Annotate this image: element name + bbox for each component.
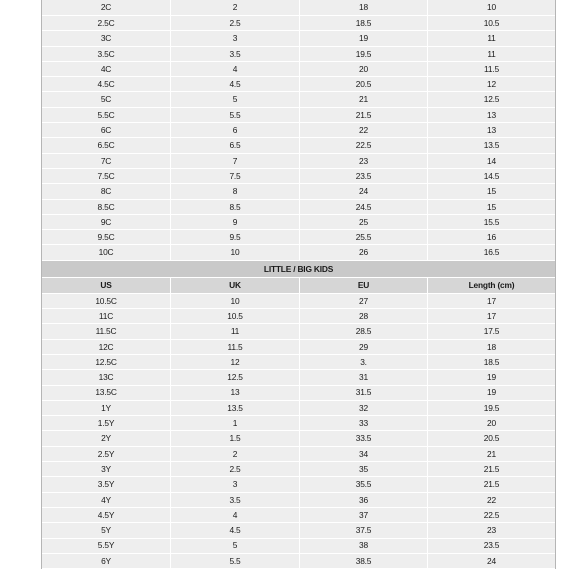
cell-length: 13.5 (483, 140, 500, 151)
cell-us: 12.5C (42, 355, 171, 369)
cell-length: 19 (487, 387, 496, 398)
cell-length: 19 (487, 372, 496, 383)
cell-eu: 34 (300, 447, 428, 461)
cell-us: 2Y (42, 431, 171, 445)
cell-us: 2.5Y (42, 447, 171, 461)
table-row (42, 462, 555, 477)
cell-length: 21.5 (483, 479, 500, 490)
cell-uk: 5.5 (171, 554, 300, 568)
table-row (42, 294, 555, 309)
cell-uk: 5.5 (171, 108, 300, 122)
table-row (42, 230, 555, 245)
cell-uk: 1.5 (171, 431, 300, 445)
cell-length: 15 (487, 201, 496, 212)
table-row (42, 401, 555, 416)
cell-length: 21 (487, 448, 496, 459)
cell-us: 9C (42, 215, 171, 229)
cell-eu: 21 (300, 92, 428, 106)
cell-eu: 38.5 (300, 554, 428, 568)
table-row (42, 154, 555, 169)
cell-length: 14 (487, 155, 496, 166)
cell-eu: 31.5 (300, 386, 428, 400)
table-row (42, 169, 555, 184)
cell-us: 6C (42, 123, 171, 137)
cell-eu: 36 (300, 493, 428, 507)
cell-us: 9.5C (42, 230, 171, 244)
cell-us: 7.5C (42, 169, 171, 183)
header-length: Length (cm) (468, 280, 515, 291)
cell-eu: 38 (300, 539, 428, 553)
cell-length: 15.5 (483, 216, 500, 227)
cell-eu: 3. (300, 355, 428, 369)
table-row (42, 539, 555, 554)
cell-eu: 31 (300, 370, 428, 384)
cell-us: 13C (42, 370, 171, 384)
table-row (42, 508, 555, 523)
table-row (42, 477, 555, 492)
cell-us: 3.5C (42, 47, 171, 61)
cell-eu: 35.5 (300, 477, 428, 491)
size-chart-table (41, 0, 556, 569)
table-row (42, 386, 555, 401)
column-header-row (42, 278, 555, 294)
cell-us: 6Y (42, 554, 171, 568)
cell-us: 11C (42, 309, 171, 323)
cell-eu: 37 (300, 508, 428, 522)
cell-length: 16.5 (483, 247, 500, 258)
cell-uk: 3 (171, 477, 300, 491)
table-row (42, 431, 555, 446)
cell-uk: 5 (171, 92, 300, 106)
cell-us: 4.5Y (42, 508, 171, 522)
cell-uk: 3.5 (171, 47, 300, 61)
cell-uk: 2.5 (171, 462, 300, 476)
cell-eu: 35 (300, 462, 428, 476)
cell-uk: 4.5 (171, 77, 300, 91)
cell-eu: 24.5 (300, 200, 428, 214)
cell-length: 12.5 (483, 94, 500, 105)
kids-size-rows (42, 294, 555, 569)
cell-us: 5.5C (42, 108, 171, 122)
table-row (42, 0, 555, 16)
cell-eu: 29 (300, 340, 428, 354)
table-row (42, 245, 555, 260)
cell-uk: 12 (171, 355, 300, 369)
cell-length: 13 (487, 125, 496, 136)
cell-uk: 10 (171, 245, 300, 259)
cell-us: 6.5C (42, 138, 171, 152)
cell-eu: 21.5 (300, 108, 428, 122)
table-row (42, 138, 555, 153)
table-row (42, 62, 555, 77)
cell-uk: 7.5 (171, 169, 300, 183)
cell-length: 24 (487, 555, 496, 566)
cell-eu: 37.5 (300, 523, 428, 537)
cell-length: 17.5 (483, 326, 500, 337)
cell-us: 10.5C (42, 294, 171, 308)
table-row (42, 108, 555, 123)
cell-eu: 28 (300, 309, 428, 323)
cell-eu: 26 (300, 245, 428, 259)
cell-uk: 9.5 (171, 230, 300, 244)
cell-uk: 6 (171, 123, 300, 137)
cell-eu: 19 (300, 31, 428, 45)
cell-uk: 4 (171, 508, 300, 522)
table-row (42, 123, 555, 138)
cell-us: 3Y (42, 462, 171, 476)
cell-us: 13.5C (42, 386, 171, 400)
table-row (42, 355, 555, 370)
cell-uk: 8.5 (171, 200, 300, 214)
table-row (42, 416, 555, 431)
cell-uk: 5 (171, 539, 300, 553)
cell-uk: 3 (171, 31, 300, 45)
cell-uk: 3.5 (171, 493, 300, 507)
cell-length: 18 (487, 341, 496, 352)
cell-us: 12C (42, 340, 171, 354)
header-eu: EU (300, 278, 428, 293)
cell-length: 20 (487, 418, 496, 429)
cell-length: 17 (487, 310, 496, 321)
cell-length: 11 (487, 48, 496, 59)
table-row (42, 92, 555, 107)
cell-uk: 6.5 (171, 138, 300, 152)
cell-eu: 23 (300, 154, 428, 168)
header-uk: UK (171, 278, 300, 293)
table-row (42, 31, 555, 46)
cell-us: 7C (42, 154, 171, 168)
cell-uk: 2 (171, 447, 300, 461)
cell-length: 13 (487, 109, 496, 120)
table-row (42, 370, 555, 385)
cell-uk: 12.5 (171, 370, 300, 384)
cell-uk: 1 (171, 416, 300, 430)
cell-eu: 18 (300, 0, 428, 15)
cell-us: 1Y (42, 401, 171, 415)
cell-length: 21.5 (483, 463, 500, 474)
cell-eu: 32 (300, 401, 428, 415)
cell-eu: 33.5 (300, 431, 428, 445)
cell-us: 5.5Y (42, 539, 171, 553)
cell-eu: 19.5 (300, 47, 428, 61)
cell-us: 8.5C (42, 200, 171, 214)
cell-us: 2.5C (42, 16, 171, 30)
cell-us: 4.5C (42, 77, 171, 91)
cell-length: 12 (487, 79, 496, 90)
table-row (42, 493, 555, 508)
cell-length: 23.5 (483, 540, 500, 551)
cell-us: 10C (42, 245, 171, 259)
cell-us: 4Y (42, 493, 171, 507)
table-row (42, 77, 555, 92)
cell-uk: 8 (171, 184, 300, 198)
cell-uk: 10 (171, 294, 300, 308)
cell-us: 5Y (42, 523, 171, 537)
cell-eu: 33 (300, 416, 428, 430)
cell-length: 18.5 (483, 356, 500, 367)
cell-length: 15 (487, 186, 496, 197)
cell-uk: 4.5 (171, 523, 300, 537)
cell-uk: 13.5 (171, 401, 300, 415)
cell-eu: 20.5 (300, 77, 428, 91)
cell-length: 22.5 (483, 509, 500, 520)
cell-uk: 13 (171, 386, 300, 400)
cell-uk: 2 (171, 0, 300, 15)
cell-length: 10.5 (483, 17, 500, 28)
table-row (42, 200, 555, 215)
cell-us: 2C (42, 0, 171, 15)
cell-eu: 22 (300, 123, 428, 137)
cell-length: 16 (487, 232, 496, 243)
section-title: LITTLE / BIG KIDS (42, 261, 555, 278)
cell-us: 5C (42, 92, 171, 106)
cell-eu: 25.5 (300, 230, 428, 244)
cell-eu: 20 (300, 62, 428, 76)
cell-eu: 28.5 (300, 324, 428, 338)
cell-length: 22 (487, 494, 496, 505)
cell-eu: 22.5 (300, 138, 428, 152)
cell-us: 3.5Y (42, 477, 171, 491)
cell-eu: 24 (300, 184, 428, 198)
cell-uk: 9 (171, 215, 300, 229)
cell-length: 20.5 (483, 433, 500, 444)
cell-us: 11.5C (42, 324, 171, 338)
cell-uk: 11 (171, 324, 300, 338)
table-row (42, 447, 555, 462)
table-row (42, 554, 555, 569)
table-row (42, 184, 555, 199)
cell-length: 23 (487, 525, 496, 536)
cell-uk: 4 (171, 62, 300, 76)
cell-uk: 7 (171, 154, 300, 168)
table-row (42, 16, 555, 31)
table-row (42, 324, 555, 339)
cell-us: 8C (42, 184, 171, 198)
cell-uk: 11.5 (171, 340, 300, 354)
cell-length: 11 (487, 33, 496, 44)
cell-length: 19.5 (483, 402, 500, 413)
cell-length: 17 (487, 295, 496, 306)
table-row (42, 523, 555, 538)
cell-eu: 25 (300, 215, 428, 229)
cell-us: 1.5Y (42, 416, 171, 430)
cell-uk: 10.5 (171, 309, 300, 323)
table-row (42, 215, 555, 230)
table-row (42, 340, 555, 355)
cell-eu: 23.5 (300, 169, 428, 183)
cell-length: 11.5 (484, 63, 499, 74)
table-row (42, 309, 555, 324)
cell-eu: 18.5 (300, 16, 428, 30)
header-us: US (42, 278, 171, 293)
cell-uk: 2.5 (171, 16, 300, 30)
cell-eu: 27 (300, 294, 428, 308)
toddler-size-rows (42, 0, 555, 261)
table-row (42, 47, 555, 62)
cell-length: 10 (487, 2, 496, 13)
cell-us: 4C (42, 62, 171, 76)
cell-us: 3C (42, 31, 171, 45)
cell-length: 14.5 (483, 170, 500, 181)
